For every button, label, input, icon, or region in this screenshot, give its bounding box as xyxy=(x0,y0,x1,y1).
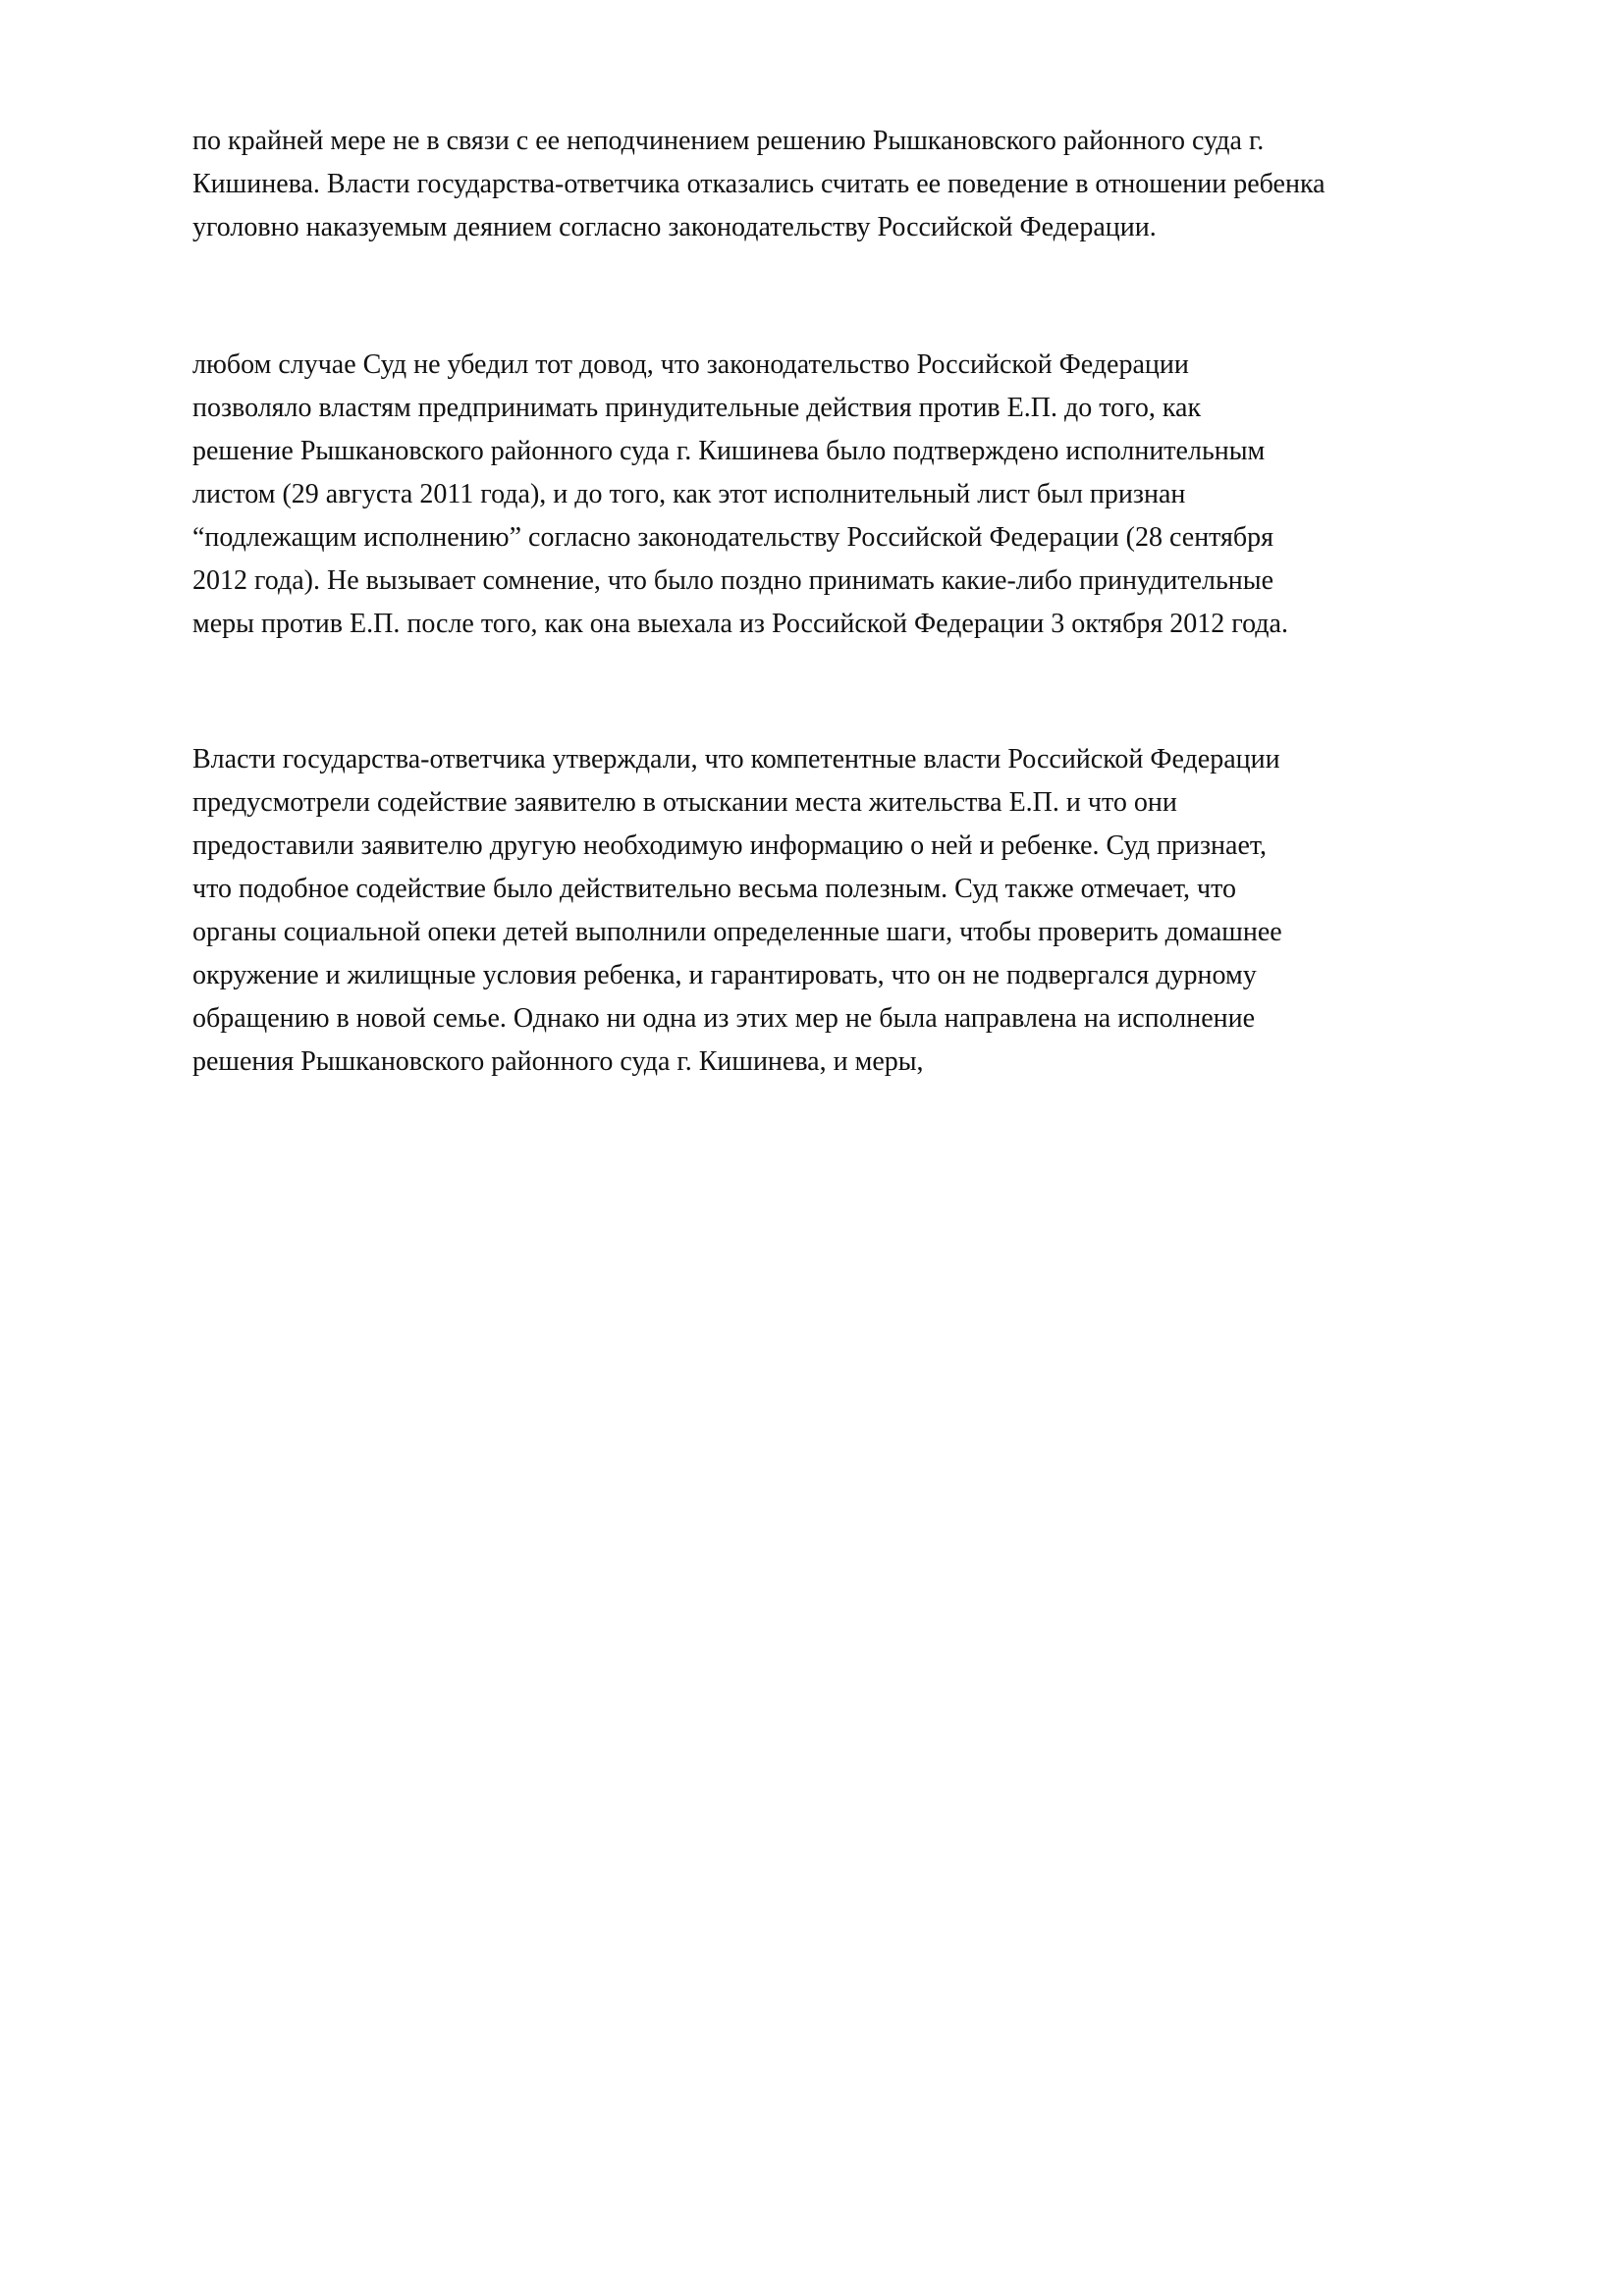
text-line: позволяло властям предпринимать принудительные действия против Е.П. до того, как xyxy=(192,393,1202,423)
text-line: уголовно наказуемым деянием согласно законодательству Российской Федерации. xyxy=(192,212,1157,242)
text-line: Власти государства-ответчика утверждали, что компетентные власти Российской Федерации xyxy=(192,744,1280,774)
text-line: решения Рышкановского районного суда г. Кишинева, и меры, xyxy=(192,1046,924,1077)
paragraph-1 xyxy=(192,120,1547,249)
text-line: что подобное содействие было действительно весьма полезным. Суд также отмечает, что xyxy=(192,874,1236,904)
text-line: листом (29 августа 2011 года), и до того, как этот исполнительный лист был признан xyxy=(192,479,1186,509)
text-line: любом случае Суд не убедил тот довод, что законодательство Российской Федерации xyxy=(192,349,1189,380)
text-line: предусмотрели содействие заявителю в отыскании места жительства Е.П. и что они xyxy=(192,787,1177,818)
text-line: 2012 года). Не вызывает сомнение, что было поздно принимать какие-либо принудительные xyxy=(192,565,1274,596)
paragraph-2 xyxy=(192,344,1547,646)
text-line: органы социальной опеки детей выполнили определенные шаги, чтобы проверить домашнее xyxy=(192,917,1282,947)
text-line: предоставили заявителю другую необходимую информацию о ней и ребенке. Суд признает, xyxy=(192,830,1267,861)
text-line: Кишинева. Власти государства-ответчика отказались считать ее поведение в отношении ребенка xyxy=(192,169,1325,199)
text-line: обращению в новой семье. Однако ни одна из этих мер не была направлена на исполнение xyxy=(192,1003,1256,1034)
text-line: решение Рышкановского районного суда г. Кишинева было подтверждено исполнительным xyxy=(192,436,1266,466)
text-line: меры против Е.П. после того, как она выехала из Российской Федерации 3 октября 2012 года. xyxy=(192,609,1288,639)
text-line: по крайней мере не в связи с ее неподчинением решению Рышкановского районного суда г. xyxy=(192,126,1265,156)
text-line: “подлежащим исполнению” согласно законодательству Российской Федерации (28 сентября xyxy=(192,522,1274,553)
text-line: окружение и жилищные условия ребенка, и гарантировать, что он не подвергался дурному xyxy=(192,960,1257,990)
paragraph-3 xyxy=(192,738,1547,1084)
